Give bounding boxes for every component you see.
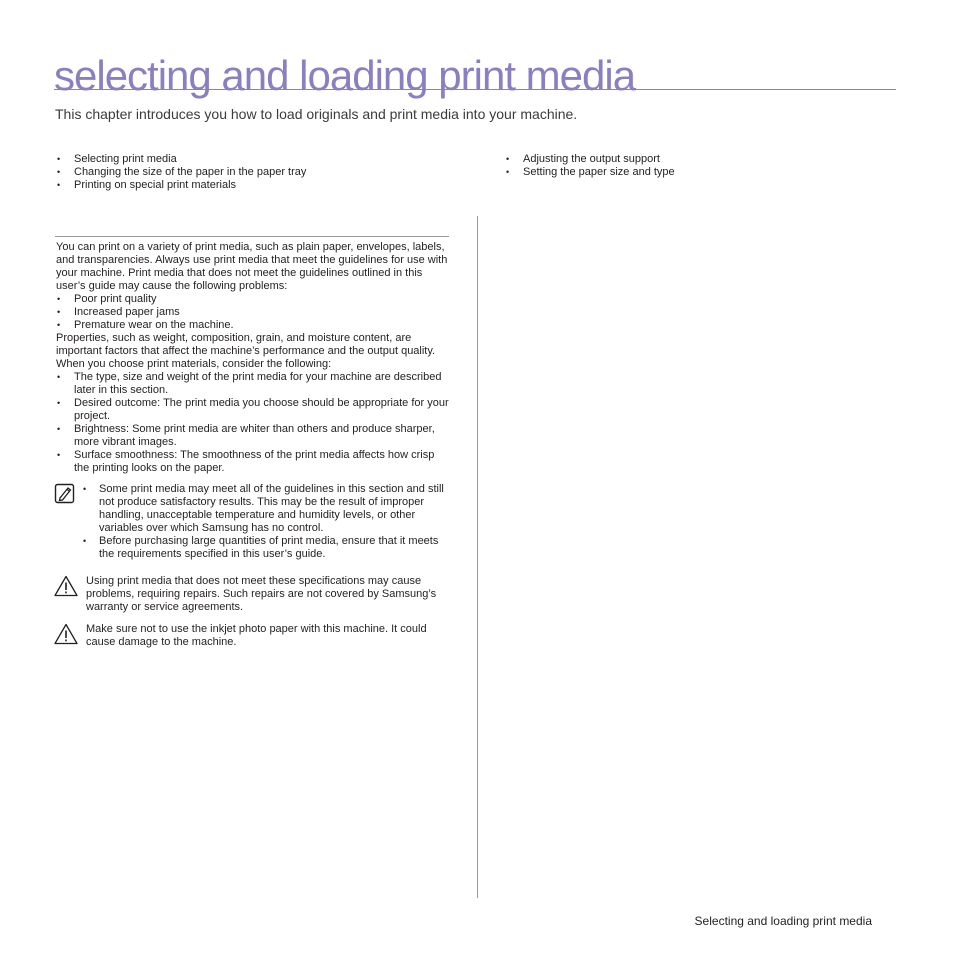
column-divider xyxy=(477,216,478,898)
page-title: selecting and loading print media xyxy=(54,52,636,99)
toc-item[interactable]: • Printing on special print materials xyxy=(56,179,476,192)
list-item: • Premature wear on the machine. xyxy=(56,319,450,332)
body-paragraph: You can print on a variety of print media, such as plain paper, envelopes, labels, and transparencies. Always use print media that meet the guidelines for use with your machine. Print media that does not meet the guidelines outlined in this user’s guide may cause the following problems: xyxy=(56,241,448,292)
section-body xyxy=(56,241,450,475)
problems-list xyxy=(56,293,450,332)
warning-triangle-icon xyxy=(54,623,76,645)
title-underline xyxy=(54,89,896,90)
caution-text: Make sure not to use the inkjet photo paper with this machine. It could cause damage to the machine. xyxy=(86,623,427,648)
considerations-list xyxy=(56,371,450,475)
note-list xyxy=(82,483,444,561)
toc-item[interactable]: • Setting the paper size and type xyxy=(505,166,885,179)
caution-box xyxy=(54,575,450,615)
warning-triangle-icon xyxy=(54,575,76,597)
note-item: • Before purchasing large quantities of print media, ensure that it meets the requirements specified in this user’s guide. xyxy=(82,535,444,561)
list-item: • Surface smoothness: The smoothness of the print media affects how crisp the printing looks on the paper. xyxy=(56,449,450,475)
list-item: • Brightness: Some print media are whiter than others and produce sharper, more vibrant images. xyxy=(56,423,450,449)
toc-list-right xyxy=(505,153,885,179)
toc-list-left xyxy=(56,153,476,192)
list-item: • The type, size and weight of the print media for your machine are described later in this section. xyxy=(56,371,450,397)
toc-item[interactable]: • Adjusting the output support xyxy=(505,153,885,166)
section-divider xyxy=(55,236,449,237)
toc-item[interactable]: • Changing the size of the paper in the paper tray xyxy=(56,166,476,179)
note-box xyxy=(54,483,450,563)
list-item: • Desired outcome: The print media you choose should be appropriate for your project. xyxy=(56,397,450,423)
list-item: • Poor print quality xyxy=(56,293,450,306)
caution-text: Using print media that does not meet these specifications may cause problems, requiring repairs. Such repairs are not covered by Samsung’s warranty or service agreements. xyxy=(86,575,437,613)
caution-box xyxy=(54,623,450,653)
chapter-intro: This chapter introduces you how to load originals and print media into your machine. xyxy=(55,106,578,122)
body-paragraph: Properties, such as weight, composition, grain, and moisture content, are important factors that affect the machine’s performance and the output quality. When you choose print materials, consider the following: xyxy=(56,332,436,370)
toc-item[interactable]: • Selecting print media xyxy=(56,153,476,166)
page-footer: Selecting and loading print media xyxy=(694,914,872,928)
list-item: • Increased paper jams xyxy=(56,306,450,319)
note-pencil-icon xyxy=(54,483,76,505)
note-item: • Some print media may meet all of the guidelines in this section and still not produce satisfactory results. This may be the result of improper handling, unacceptable temperature and humidity levels, or other variables over which Samsung has no control. xyxy=(82,483,444,535)
